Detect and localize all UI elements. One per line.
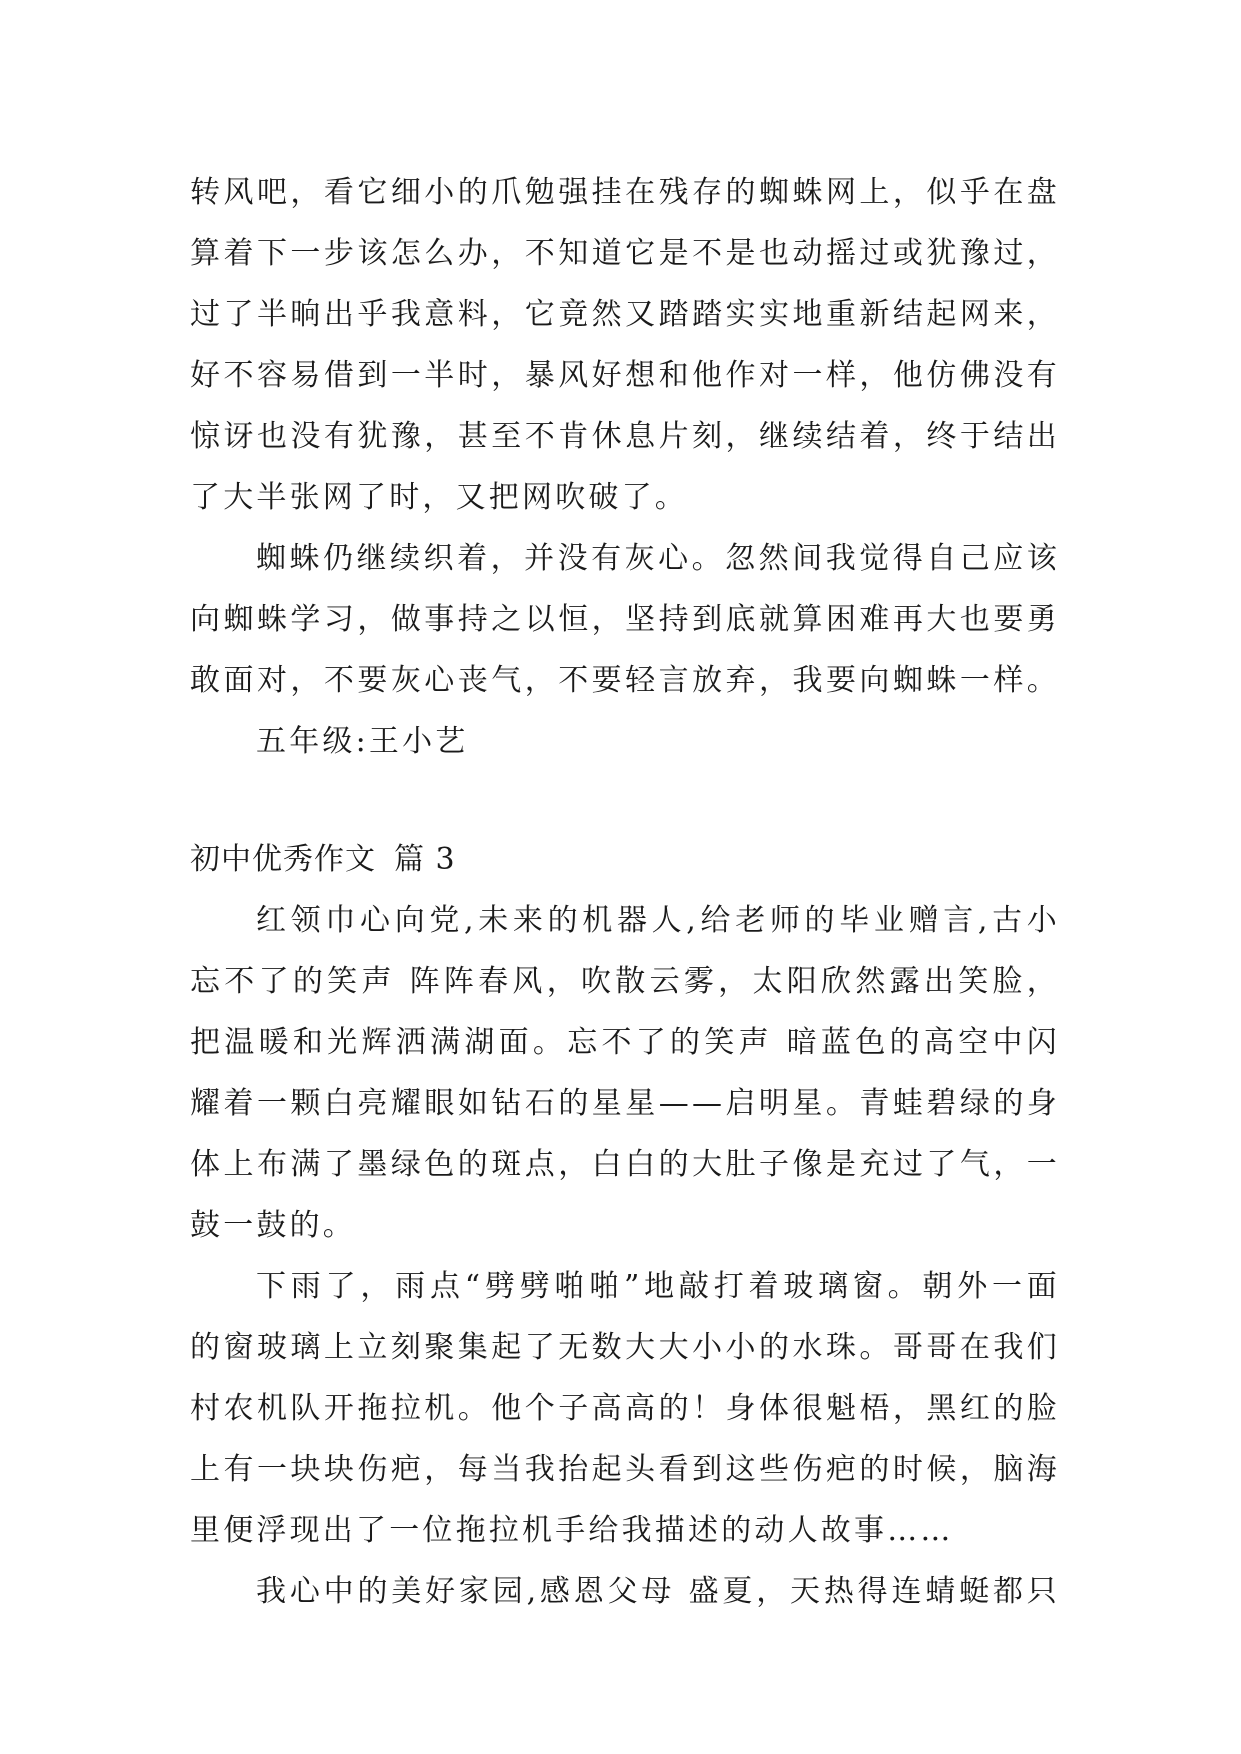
essay-title: 初中优秀作文 (190, 842, 376, 877)
text-line: 忘不了的笑声 阵阵春风，吹散云雾，太阳欣然露出笑脸， (190, 964, 1060, 999)
text-line: 鼓一鼓的。 (190, 1208, 356, 1243)
text-line: 把温暖和光辉洒满湖面。忘不了的笑声 暗蓝色的高空中闪 (190, 1025, 1060, 1060)
text-line: 向蜘蛛学习，做事持之以恒，坚持到底就算困难再大也要勇 (190, 602, 1060, 637)
essay-number: 篇 3 (394, 842, 456, 877)
text-line: 好不容易借到一半时，暴风好想和他作对一样，他仿佛没有 (190, 358, 1060, 393)
text-line: 转风吧，看它细小的爪勉强挂在残存的蜘蛛网上，似乎在盘 (190, 175, 1060, 210)
paragraph-home (190, 1561, 1060, 1622)
text-line: 红领巾心向党,未来的机器人,给老师的毕业赠言,古小 (256, 903, 1060, 938)
text-line: 体上布满了墨绿色的斑点，白白的大肚子像是充过了气，一 (190, 1147, 1060, 1182)
text-line: 蜘蛛仍继续织着，并没有灰心。忽然间我觉得自己应该 (256, 541, 1060, 576)
text-line: 惊讶也没有犹豫，甚至不肯休息片刻，继续结着，终于结出 (190, 419, 1060, 454)
text-line: 过了半晌出乎我意料，它竟然又踏踏实实地重新结起网来， (190, 297, 1060, 332)
document-page (190, 162, 1060, 1622)
text-line: 的窗玻璃上立刻聚集起了无数大大小小的水珠。哥哥在我们 (190, 1330, 1060, 1365)
text-line: 算着下一步该怎么办，不知道它是不是也动摇过或犹豫过， (190, 236, 1060, 271)
paragraph-laughter (190, 890, 1060, 1256)
text-line: 耀着一颗白亮耀眼如钻石的星星——启明星。青蛙碧绿的身 (190, 1086, 1060, 1121)
text-line: 我心中的美好家园,感恩父母 盛夏，天热得连蜻蜓都只 (256, 1574, 1060, 1609)
text-line: 了大半张网了时，又把网吹破了。 (190, 480, 688, 515)
paragraph-spider-story (190, 162, 1060, 528)
text-line: 村农机队开拖拉机。他个子高高的！身体很魁梧，黑红的脸 (190, 1391, 1060, 1426)
essay-heading (190, 829, 1060, 890)
author-line: 五年级:王小艺 (256, 724, 469, 759)
paragraph-rain-tractor (190, 1256, 1060, 1561)
paragraph-spider-lesson (190, 528, 1060, 711)
text-line: 里便浮现出了一位拖拉机手给我描述的动人故事…… (190, 1513, 954, 1548)
text-line: 下雨了，雨点“劈劈啪啪”地敲打着玻璃窗。朝外一面 (256, 1269, 1060, 1304)
text-line: 上有一块块伤疤，每当我抬起头看到这些伤疤的时候，脑海 (190, 1452, 1060, 1487)
text-line: 敢面对，不要灰心丧气，不要轻言放弃，我要向蜘蛛一样。 (190, 663, 1060, 698)
